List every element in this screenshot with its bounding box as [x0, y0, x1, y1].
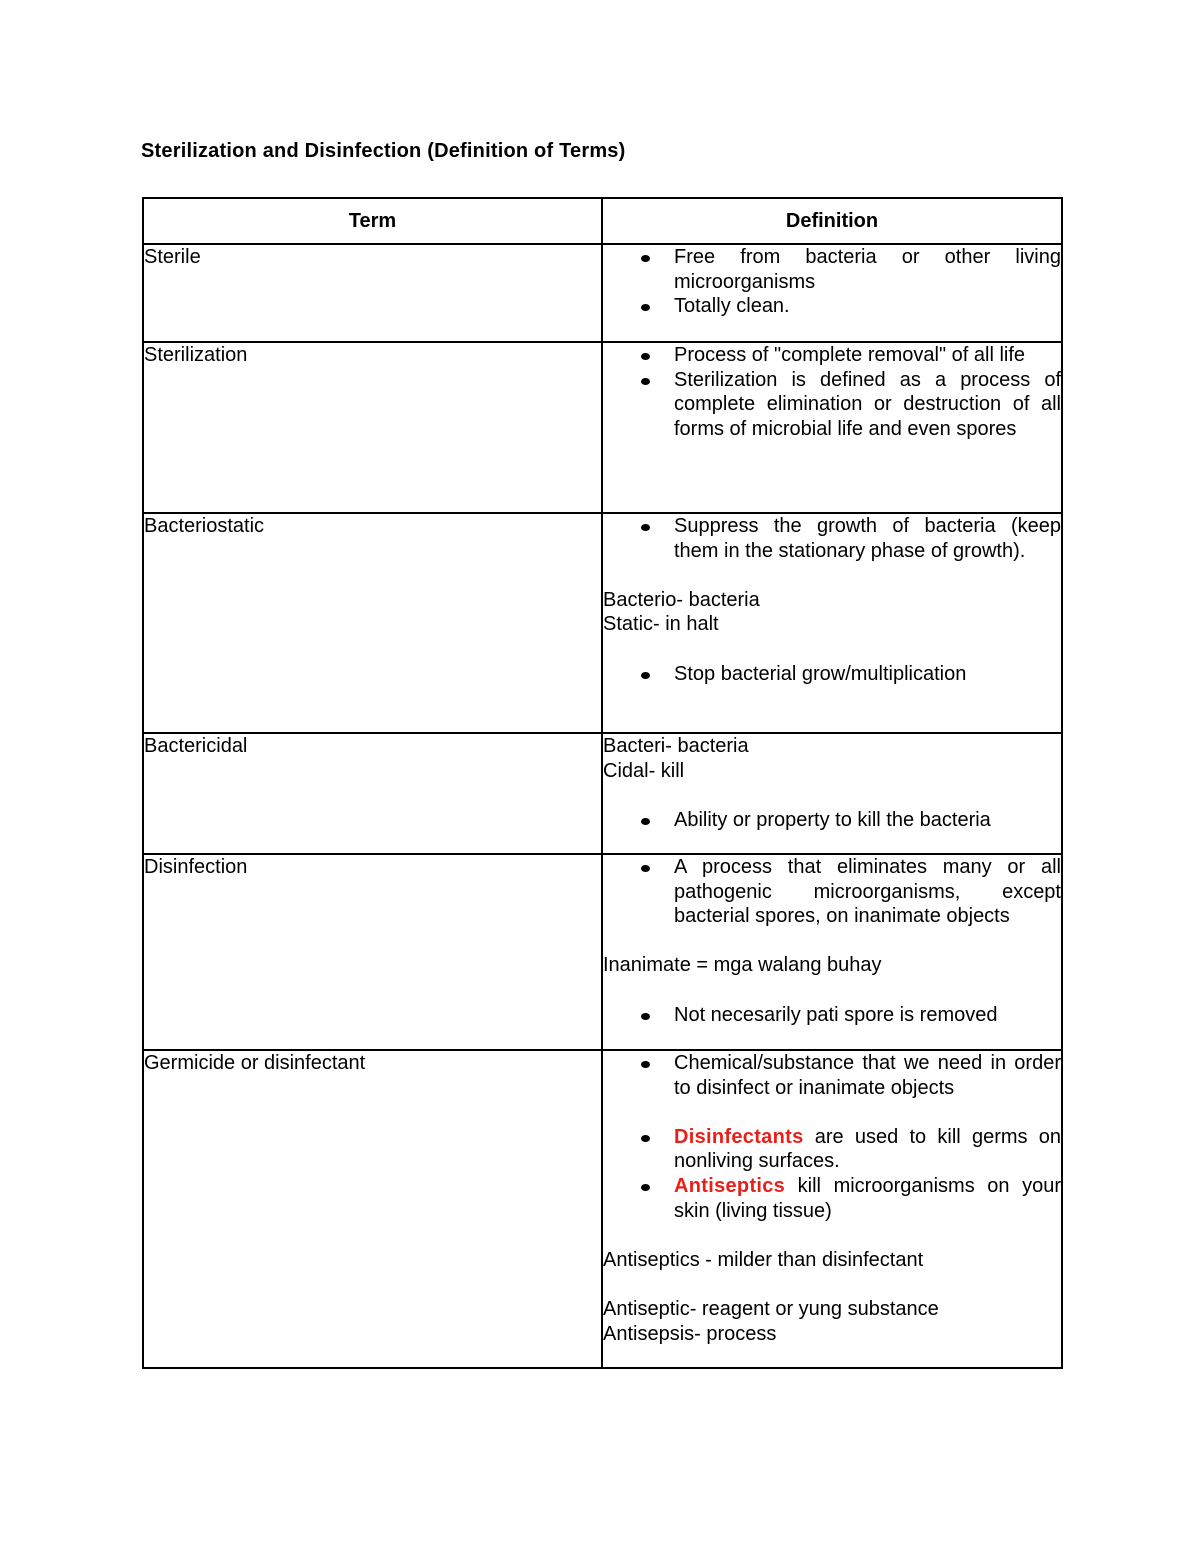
definition-line: Antiseptic- reagent or yung substance	[603, 1297, 939, 1320]
bullet-item: Disinfectants are used to kill germs on nonliving surfaces.	[603, 1125, 1061, 1174]
bullet-item: Totally clean.	[603, 294, 1061, 319]
definition-line: Antiseptics - milder than disinfectant	[603, 1248, 924, 1271]
term-cell: Bactericidal	[143, 733, 602, 854]
table-row	[143, 1050, 1062, 1368]
bullet-item: Ability or property to kill the bacteria	[603, 808, 1061, 833]
bullet-item: Process of "complete removal" of all life	[603, 343, 1061, 368]
table-row	[143, 854, 1062, 1050]
term-cell: Disinfection	[143, 854, 602, 1050]
table-row	[143, 342, 1062, 513]
table-row	[143, 513, 1062, 733]
definition-line: Bacterio- bacteria	[603, 588, 760, 611]
bullet-item: Free from bacteria or other living microorganisms	[603, 245, 1061, 294]
definition-cell	[602, 733, 1062, 854]
bullet-item: Sterilization is defined as a process of complete elimination or destruction of all forms of microbial life and even spores	[603, 368, 1061, 442]
document-title: Sterilization and Disinfection (Definition of Terms)	[141, 140, 626, 162]
bullet-item: Not necesarily pati spore is removed	[603, 1003, 1061, 1028]
bullet-item: Chemical/substance that we need in order to disinfect or inanimate objects	[603, 1051, 1061, 1100]
highlight-disinfectants: Disinfectants	[674, 1125, 804, 1148]
term-cell: Sterile	[143, 244, 602, 342]
definitions-table	[142, 197, 1063, 1369]
definition-line: Inanimate = mga walang buhay	[603, 954, 882, 977]
bullet-item: Stop bacterial grow/multiplication	[603, 662, 1061, 687]
highlight-antiseptics: Antiseptics	[674, 1174, 786, 1197]
table-row	[143, 733, 1062, 854]
bullet-item: A process that eliminates many or all pathogenic microorganisms, except bacterial spores, on inanimate objects	[603, 855, 1061, 929]
term-cell: Bacteriostatic	[143, 513, 602, 733]
definition-line: Cidal- kill	[603, 759, 685, 782]
definition-cell	[602, 1050, 1062, 1368]
definition-line: Bacteri- bacteria	[603, 735, 749, 757]
term-cell: Sterilization	[143, 342, 602, 513]
table-row	[143, 244, 1062, 342]
definition-cell	[602, 854, 1062, 1050]
definition-cell	[602, 342, 1062, 513]
bullet-item: Suppress the growth of bacteria (keep them in the stationary phase of growth).	[603, 514, 1061, 563]
definition-line: Antisepsis- process	[603, 1322, 777, 1345]
definition-line: Static- in halt	[603, 613, 719, 636]
bullet-item: Antiseptics kill microorganisms on your skin (living tissue)	[603, 1174, 1061, 1223]
term-cell: Germicide or disinfectant	[143, 1050, 602, 1368]
header-term: Term	[143, 198, 602, 244]
definition-cell	[602, 244, 1062, 342]
header-definition: Definition	[602, 198, 1062, 244]
definition-cell	[602, 513, 1062, 733]
table-header-row	[143, 198, 1062, 244]
